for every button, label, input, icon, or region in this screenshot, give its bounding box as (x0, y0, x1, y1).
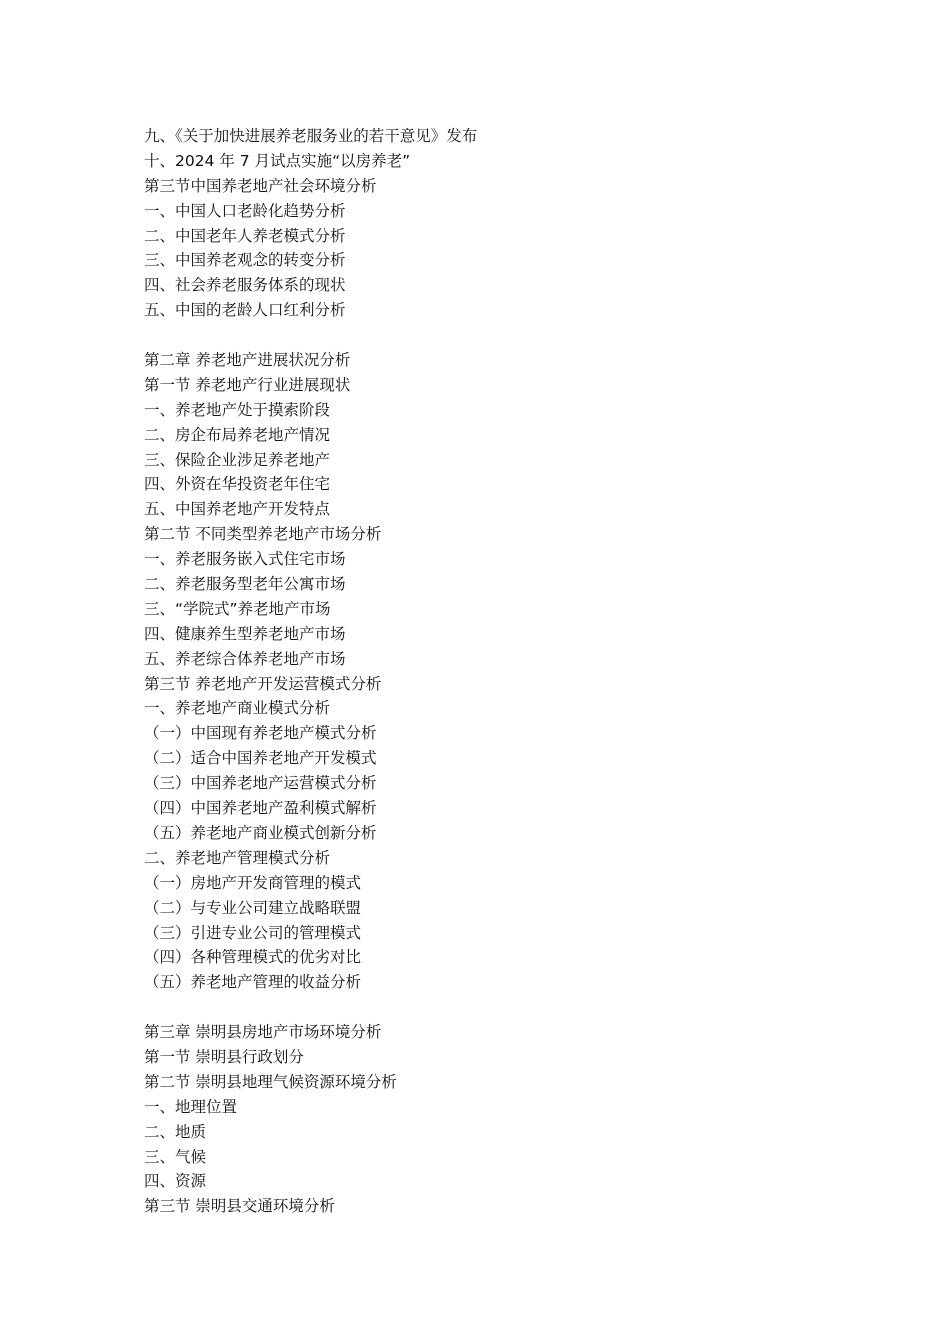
toc-subitem: （四）各种管理模式的优劣对比 (144, 948, 362, 967)
toc-subitem: （四）中国养老地产盈利模式解析 (144, 799, 377, 818)
toc-section-heading: 第二节 崇明县地理气候资源环境分析 (144, 1072, 397, 1091)
toc-line: 二、房企布局养老地产情况 (144, 425, 331, 444)
toc-line: 一、中国人口老龄化趋势分析 (144, 201, 346, 220)
toc-line: 九、《关于加快进展养老服务业的若干意见》发布 (144, 127, 478, 145)
toc-line: 二、中国老年人养老模式分析 (144, 226, 346, 245)
toc-section-heading: 第一节 养老地产行业进展现状 (144, 375, 351, 394)
toc-subitem: （五）养老地产商业模式创新分析 (144, 823, 377, 842)
toc-subitem: （三）中国养老地产运营模式分析 (144, 774, 377, 793)
toc-section-heading: 第三节中国养老地产社会环境分析 (144, 176, 377, 195)
toc-subitem: （三）引进专业公司的管理模式 (144, 923, 362, 942)
toc-section-heading: 第三节 养老地产开发运营模式分析 (144, 674, 382, 693)
toc-chapter-heading: 第三章 崇明县房地产市场环境分析 (144, 1023, 382, 1042)
toc-line: 四、社会养老服务体系的现状 (144, 276, 346, 295)
toc-subitem: （一）房地产开发商管理的模式 (144, 873, 362, 892)
toc-line: 四、外资在华投资老年住宅 (144, 475, 331, 494)
toc-line: 十、2024 年 7 月试点实施“以房养老” (144, 151, 411, 170)
blank-line (144, 995, 844, 1020)
table-of-contents (144, 124, 844, 1219)
toc-line: 二、养老服务型老年公寓市场 (144, 575, 346, 594)
toc-line: 五、养老综合体养老地产市场 (144, 649, 346, 668)
toc-subitem: （二）与专业公司建立战略联盟 (144, 898, 362, 917)
toc-line: 一、养老服务嵌入式住宅市场 (144, 550, 346, 569)
toc-line: 四、健康养生型养老地产市场 (144, 624, 346, 643)
blank-line (144, 323, 844, 348)
toc-line: 一、养老地产处于摸索阶段 (144, 400, 331, 419)
toc-section-heading: 第二节 不同类型养老地产市场分析 (144, 525, 382, 544)
toc-line: 二、地质 (144, 1122, 207, 1141)
toc-line: 一、养老地产商业模式分析 (144, 699, 331, 718)
toc-subitem: （五）养老地产管理的收益分析 (144, 973, 362, 992)
toc-section-heading: 第三节 崇明县交通环境分析 (144, 1197, 335, 1216)
toc-chapter-heading: 第二章 养老地产进展状况分析 (144, 351, 351, 370)
toc-line: 二、养老地产管理模式分析 (144, 848, 331, 867)
toc-subitem: （一）中国现有养老地产模式分析 (144, 724, 377, 743)
toc-section-heading: 第一节 崇明县行政划分 (144, 1047, 304, 1066)
toc-line: 四、资源 (144, 1172, 207, 1191)
toc-line: 五、中国养老地产开发特点 (144, 500, 331, 519)
toc-subitem: （二）适合中国养老地产开发模式 (144, 749, 377, 768)
toc-line: 三、中国养老观念的转变分析 (144, 251, 346, 270)
toc-line: 一、地理位置 (144, 1097, 238, 1116)
toc-line: 三、保险企业涉足养老地产 (144, 450, 331, 469)
toc-line: 三、“学院式”养老地产市场 (144, 599, 331, 618)
toc-line: 三、气候 (144, 1147, 207, 1166)
toc-line: 五、中国的老龄人口红利分析 (144, 301, 346, 320)
